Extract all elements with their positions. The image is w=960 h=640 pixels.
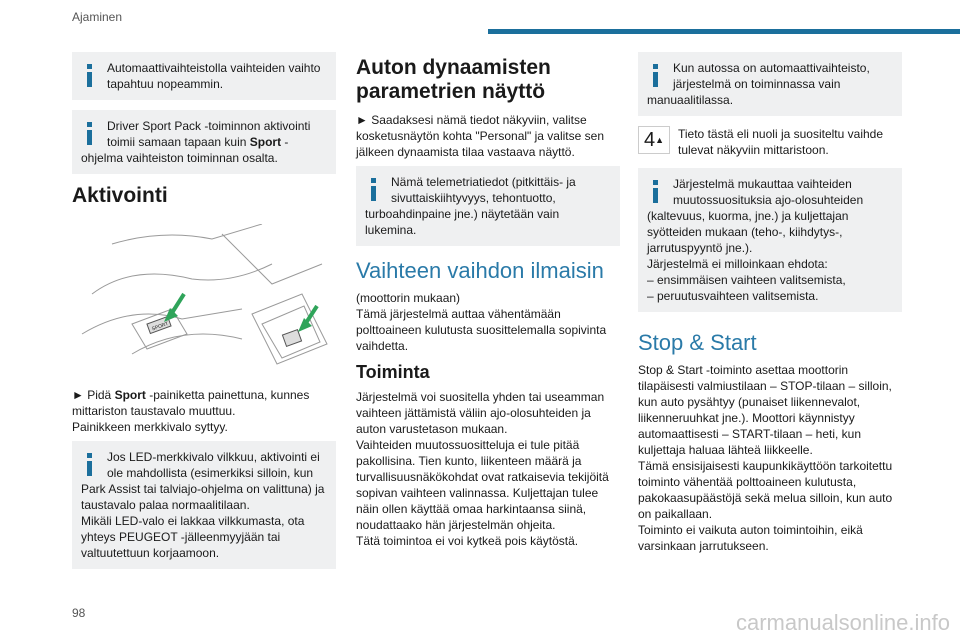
info-note xyxy=(638,168,902,312)
sport-button-illustration xyxy=(72,224,336,372)
info-icon xyxy=(647,176,667,206)
instruction-text: ► Saadaksesi nämä tiedot näkyviin, valitse kosketusnäytön kohta "Personal" ja valitse sen jälkeen dynaamista tilaa vastaava näyttö. xyxy=(356,113,604,159)
header-accent-bar xyxy=(488,29,960,34)
note-text: – ensimmäisen vaihteen valitsemista, xyxy=(647,273,846,287)
info-note xyxy=(72,110,336,174)
column-1 xyxy=(72,52,336,579)
note-text: Driver Sport Pack -toiminnon aktivointi toimii samaan tapaan kuin Sport -ohjelma vaihteiston toiminnan osalta. xyxy=(81,119,311,165)
body-text: (moottorin mukaan) Tämä järjestelmä auttaa vähentämään polttoaineen kulutusta suosittelemalla sopivinta vaihdetta. xyxy=(356,291,607,353)
body-text: Stop & Start -toiminto asettaa moottorin tilapäisesti valmiustilaan – STOP-tilaan – silloin, kun auto pysähtyy (punaiset liikennevalot, liikenneruuhkat jne.). Moottori käynnistyy automaattisesti – START-tilaan – heti, kun kuljettaja haluaa lähteä liikkeelle. Tämä ensisijaisesti kaupunkikäyttöön tarkoitettu toiminto vähentää polttoaineen kulutusta, pakokaasupäästöjä sekä melua silloin, kun auto on paikallaan. Toiminto ei vaikuta auton toimintoihin, eikä varsinkaan jarrutukseen. xyxy=(638,363,893,553)
info-icon xyxy=(647,60,667,90)
sport-label: SPORT xyxy=(151,320,170,333)
note-text: Nämä telemetriatiedot (pitkittäis- ja sivuttaiskiihtyvyys, tehontuotto, turboahdinpaine jne.) näytetään vain lukemina. xyxy=(365,175,576,237)
info-note xyxy=(356,166,620,246)
column-3 xyxy=(638,52,902,560)
note-text: Automaattivaihteistolla vaihteiden vaihto tapahtuu nopeammin. xyxy=(107,61,321,91)
info-icon xyxy=(81,449,101,479)
instruction-text: ► Pidä Sport -painiketta painettuna, kunnes mittariston taustavalo muuttuu. Painikkeen merkkivalo syttyy. xyxy=(72,388,310,434)
section-heading: Aktivointi xyxy=(72,184,168,207)
column-2 xyxy=(356,52,620,555)
info-icon xyxy=(81,60,101,90)
gear-up-indicator-icon: 4▲ xyxy=(638,126,670,154)
note-text: Jos LED-merkkivalo vilkkuu, aktivointi ei ole mahdollista (esimerkiksi silloin, kun Park Assist tai talviajo-ohjelma on valittuna) ja taustavalo palaa normaalitilaan. xyxy=(81,450,325,512)
gear-indicator-text: Tieto tästä eli nuoli ja suositeltu vaihde tulevat näkyviin mittaristoon. xyxy=(678,127,884,157)
page-number: 98 xyxy=(72,606,86,620)
info-note xyxy=(72,52,336,100)
section-heading: Vaihteen vaihdon ilmaisin xyxy=(356,258,604,283)
info-icon xyxy=(81,118,101,148)
info-note xyxy=(72,441,336,569)
subsection-heading: Toiminta xyxy=(356,362,430,382)
note-text: – peruutusvaihteen valitsemista. xyxy=(647,289,819,303)
info-note xyxy=(638,52,902,116)
section-heading: Auton dynaamisten parametrien näyttö xyxy=(356,56,551,103)
note-text: Järjestelmä mukauttaa vaihteiden muutossuosituksia ajo-olosuhteiden (kaltevuus, kuorma, jne.) ja kuljettajan syötteiden mukaan (teho-, kiihdytys-, jarrutuspyyntö jne.). xyxy=(647,177,864,255)
gear-indicator-block xyxy=(638,126,902,158)
section-header: Ajaminen xyxy=(72,10,123,24)
info-icon xyxy=(365,174,385,204)
note-text: Kun autossa on automaattivaihteisto, järjestelmä on toiminnassa vain manuaalitilassa. xyxy=(647,61,870,107)
section-heading: Stop & Start xyxy=(638,330,757,355)
note-text: Mikäli LED-valo ei lakkaa vilkkumasta, ota yhteys PEUGEOT -jälleenmyyjään tai valtuutettuun korjaamoon. xyxy=(81,514,305,560)
watermark: carmanualsonline.info xyxy=(735,610,950,635)
body-text: Järjestelmä voi suositella yhden tai useamman vaihteen jättämistä väliin ajo-olosuhteiden ja auton varustetason mukaan. Vaihteiden muutossuositteluja ei tule pitää pakollisina. Tien kunto, liikenteen määrä ja turvallisuusnäkökohdat ovat ratkaisevia tekijöitä sopivan vaihteen valinnassa. Kuljettajan tulee näin ollen käyttää omaa harkintaansa siinä, noudattaako hän järjestelmän ohjeita. Tätä toimintoa ei voi kytkeä pois käytöstä. xyxy=(356,390,609,548)
note-text: Järjestelmä ei milloinkaan ehdota: xyxy=(647,257,828,271)
